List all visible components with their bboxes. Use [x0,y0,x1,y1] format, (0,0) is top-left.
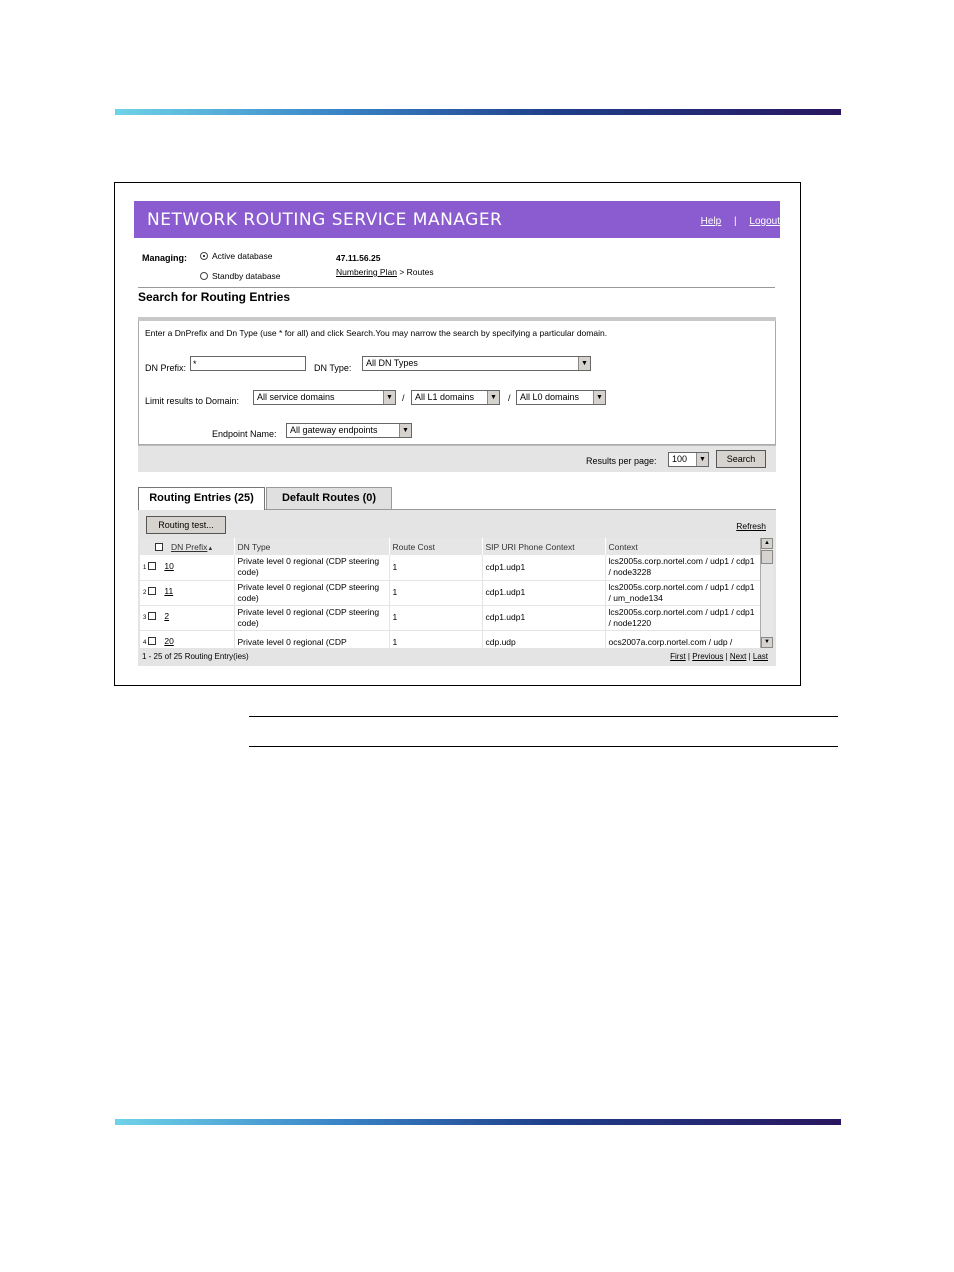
caption-rule-top [249,716,838,717]
column-header-route-cost[interactable]: Route Cost [389,538,482,555]
breadcrumb [336,267,434,277]
table-header-row [140,538,760,555]
pager-previous-link[interactable]: Previous [692,652,724,661]
table-row[interactable] [140,630,760,648]
managing-label: Managing: [142,253,187,263]
dn-type-cell: Private level 0 regional (CDP steering code) [234,605,389,630]
pager-last-link[interactable]: Last [752,652,768,661]
routing-test-button[interactable]: Routing test... [146,516,226,534]
row-number: 4 [143,640,147,646]
service-domain-value: All service domains [257,392,335,402]
search-instructions: Enter a DnPrefix and Dn Type (use * for all) and click Search.You may narrow the search by specifying a particular domain. [145,328,608,338]
dn-type-select[interactable] [362,356,591,371]
l1-domain-value: All L1 domains [415,392,475,402]
scroll-down-arrow-icon[interactable]: ▼ [761,637,773,648]
dn-type-cell: Private level 0 regional (CDP [234,630,389,648]
nrs-manager-window [134,201,780,667]
row-checkbox[interactable] [148,587,156,595]
row-checkbox[interactable] [148,612,156,620]
dn-prefix-cell [140,630,234,648]
help-link[interactable]: Help [700,216,722,227]
column-header-dn-type[interactable]: DN Type [234,538,389,555]
dn-prefix-cell [140,605,234,630]
dn-type-value: All DN Types [366,358,418,368]
standby-database-label: Standby database [212,271,281,281]
tab-routing-entries[interactable]: Routing Entries (25) [138,487,265,510]
routing-entries-panel [138,510,776,666]
caption-rule-bottom [249,746,838,747]
breadcrumb-numbering-plan-link[interactable]: Numbering Plan [336,267,397,277]
radio-selected-icon[interactable] [200,252,208,260]
page-title: Search for Routing Entries [138,290,291,304]
context-cell: lcs2005s.corp.nortel.com / udp1 / cdp1 / node1220 [605,605,760,630]
search-panel [138,321,776,445]
column-header-sip-uri-phone-context[interactable]: SIP URI Phone Context [482,538,605,555]
standby-database-option[interactable] [200,271,281,281]
domain-limit-label: Limit results to Domain: [145,396,240,406]
domain-slash: / [508,393,511,403]
tab-default-routes[interactable]: Default Routes (0) [266,487,392,510]
dn-prefix-link[interactable]: 11 [164,586,174,596]
header-link-separator: | [734,216,737,227]
endpoint-name-select[interactable] [286,423,412,438]
search-button[interactable]: Search [716,450,766,468]
l0-domain-select[interactable] [516,390,606,405]
context-cell: ocs2007a.corp.nortel.com / udp / [605,630,760,648]
results-per-page-select[interactable] [668,452,709,467]
endpoint-name-value: All gateway endpoints [290,425,378,435]
top-decorative-rule [115,109,841,115]
row-number: 3 [143,615,147,621]
select-all-checkbox[interactable] [155,543,163,551]
bottom-decorative-rule [115,1119,841,1125]
breadcrumb-current: Routes [406,267,434,277]
results-bar [138,445,776,472]
chevron-down-icon[interactable]: ▼ [487,391,499,404]
dn-prefix-label: DN Prefix: [145,363,187,373]
chevron-down-icon[interactable]: ▼ [578,357,590,370]
dn-prefix-header-label[interactable]: DN Prefix [171,541,208,552]
table-scrollbar[interactable] [760,538,773,648]
chevron-down-icon[interactable]: ▼ [593,391,605,404]
results-per-page-label: Results per page: [586,456,657,466]
dn-type-cell: Private level 0 regional (CDP steering code) [234,580,389,605]
route-cost-cell: 1 [389,605,482,630]
row-checkbox[interactable] [148,637,156,645]
radio-unselected-icon[interactable] [200,272,208,280]
sip-uri-cell: cdp1.udp1 [482,605,605,630]
dn-prefix-cell [140,580,234,605]
active-database-label: Active database [212,251,273,261]
domain-slash: / [402,393,405,403]
app-title: NETWORK ROUTING SERVICE MANAGER [147,210,503,230]
pagination-summary: 1 - 25 of 25 Routing Entry(ies) [142,652,249,661]
header-bar [134,201,780,238]
service-domain-select[interactable] [253,390,396,405]
row-number: 1 [143,564,147,571]
chevron-down-icon[interactable]: ▼ [399,424,411,437]
sip-uri-cell: cdp1.udp1 [482,555,605,580]
dn-prefix-input[interactable] [190,356,306,371]
results-per-page-value: 100 [672,454,688,464]
sort-ascending-icon: ▲ [207,545,214,552]
table-row[interactable] [140,555,760,580]
row-number: 2 [143,590,147,596]
sip-uri-cell: cdp.udp [482,630,605,648]
title-divider [138,287,775,288]
route-cost-cell: 1 [389,555,482,580]
row-checkbox[interactable] [148,562,156,570]
route-cost-cell: 1 [389,630,482,648]
column-header-context[interactable]: Context [605,538,760,555]
dn-prefix-cell [140,555,234,580]
refresh-link[interactable]: Refresh [736,521,766,531]
dn-prefix-link[interactable]: 20 [164,636,174,646]
endpoint-name-label: Endpoint Name: [212,429,277,439]
dn-type-cell: Private level 0 regional (CDP steering code) [234,555,389,580]
table-row[interactable] [140,580,760,605]
route-cost-cell: 1 [389,580,482,605]
sip-uri-cell: cdp1.udp1 [482,580,605,605]
active-database-option[interactable] [200,251,272,261]
routing-entries-table [140,538,760,648]
dn-type-label: DN Type: [314,363,352,373]
scroll-thumb[interactable] [761,550,773,564]
dn-prefix-link[interactable]: 2 [164,611,170,621]
breadcrumb-separator: > [396,267,407,277]
pager-first-link[interactable]: First [670,652,686,661]
chevron-down-icon[interactable]: ▼ [383,391,395,404]
server-ip-address: 47.11.56.25 [336,253,381,263]
dn-prefix-link[interactable]: 10 [164,560,174,571]
scroll-up-arrow-icon[interactable]: ▲ [761,538,773,549]
pager-next-link[interactable]: Next [729,652,747,661]
context-cell: lcs2005s.corp.nortel.com / udp1 / cdp1 / node3228 [605,555,760,580]
column-header-dn-prefix[interactable] [140,538,234,555]
l1-domain-select[interactable] [411,390,500,405]
context-cell: lcs2005s.corp.nortel.com / udp1 / cdp1 / um_node134 [605,580,760,605]
logout-link[interactable]: Logout [749,216,780,227]
chevron-down-icon[interactable]: ▼ [696,453,708,466]
pagination-links: First | Previous | Next | Last [670,652,768,661]
table-row[interactable] [140,605,760,630]
header-links [701,216,780,227]
l0-domain-value: All L0 domains [520,392,580,402]
